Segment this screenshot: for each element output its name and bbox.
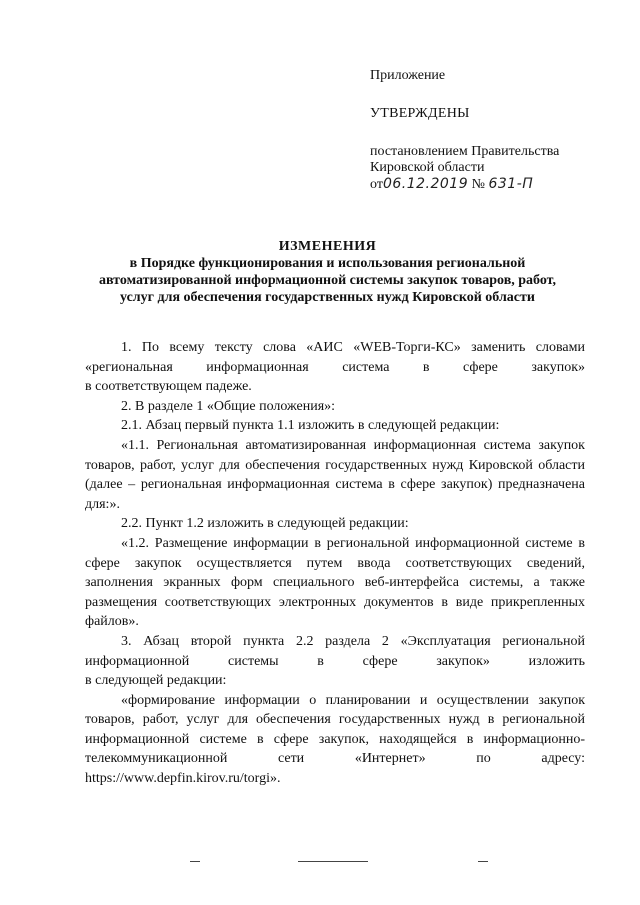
paragraph-1-end: в соответствующем падеже.: [85, 379, 252, 395]
handwritten-date: 06.12.2019: [382, 176, 469, 192]
title-sub-1: в Порядке функционирования и использования региональной: [129, 256, 526, 271]
handwritten-number: 631-П: [488, 176, 534, 192]
date-prefix: от: [370, 177, 383, 192]
title-main: ИЗМЕНЕНИЯ: [278, 239, 377, 254]
appendix-label: Приложение: [370, 68, 446, 83]
document-body: [85, 338, 585, 789]
footer-dash-right: [478, 861, 488, 862]
title-sub-3: услуг для обеспечения государственных нужд Кировской области: [120, 290, 535, 305]
footer-divider: [298, 861, 368, 862]
paragraph-3: 2.1. Абзац первый пункта 1.1 изложить в следующей редакции:: [121, 418, 500, 434]
paragraph-5: 2.2. Пункт 1.2 изложить в следующей редакции:: [121, 516, 409, 532]
approved-label: УТВЕРЖДЕНЫ: [370, 106, 470, 121]
decree-line-1: постановлением Правительства: [370, 144, 560, 159]
decree-date-line: [370, 176, 632, 193]
paragraph-8: «формирование информации о планировании и осуществлении закупок товаров, работ, услуг для обеспечения государственных нужд в региональной информационной системе в сфере закупок, находящейся в информационно-телекоммуникационной сети «Интернет» по адресу: https://www.depfin.kirov.ru/torgi».: [85, 692, 585, 787]
decree-line-2: Кировской области: [370, 160, 485, 175]
document-title: [60, 238, 595, 306]
header-block: [370, 68, 632, 193]
title-sub-2: автоматизированной информационной системы закупок товаров, работ,: [98, 273, 557, 288]
number-prefix: №: [471, 177, 485, 192]
paragraph-7: 3. Абзац второй пункта 2.2 раздела 2 «Эксплуатация региональной информационной системы в сфере закупок» изложить: [85, 633, 585, 669]
footer-dash-left: [190, 861, 200, 862]
paragraph-1: 1. По всему тексту слова «АИС «WEB-Торги-КС» заменить словами «региональная информационная система в сфере закупок»: [85, 340, 585, 375]
paragraph-7-end: в следующей редакции:: [85, 673, 227, 689]
paragraph-4: «1.1. Региональная автоматизированная информационная система закупок товаров, работ, услуг для обеспечения государственных нужд Кировской области (далее – региональная информационная система в сфере закупок) предназначена для:».: [85, 437, 585, 512]
paragraph-2: 2. В разделе 1 «Общие положения»:: [121, 398, 336, 414]
paragraph-6: «1.2. Размещение информации в региональной информационной системе в сфере закупок осуществляется путем ввода соответствующих сведений, заполнения экранных форм специального веб-интерфейса системы, а также размещения соответствующих электронных документов в виде прикрепленных файлов».: [85, 535, 585, 630]
